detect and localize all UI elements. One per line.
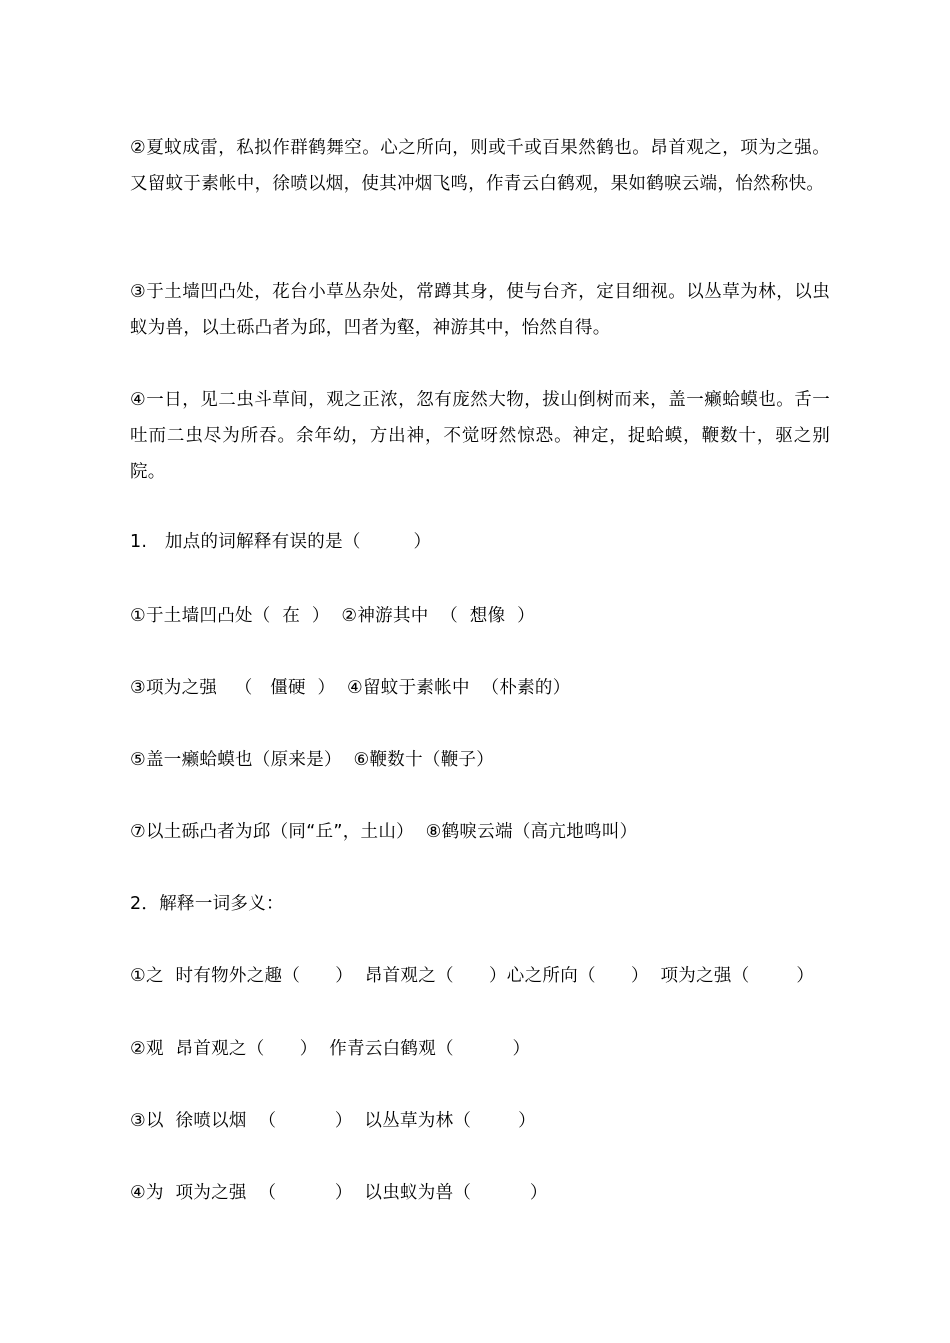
question-2-item: ④为 项为之强 （ ） 以虫蚁为兽（ ） xyxy=(130,1183,548,1203)
question-1-option: ③项为之强 （ 僵硬 ） ④留蚊于素帐中 （朴素的） xyxy=(130,678,571,698)
question-1-option: ⑦以土砾凸者为邱（同“丘”，土山） ⑧鹤唳云端（高亢地鸣叫） xyxy=(130,822,638,842)
question-1-option: ①于土墙凹凸处（ 在 ） ②神游其中 （ 想像 ） xyxy=(130,606,535,626)
question-2-item: ③以 徐喷以烟 （ ） 以丛草为林（ ） xyxy=(130,1111,536,1131)
question-2-item: ①之 时有物外之趣（ ） 昂首观之（ ）心之所向（ ） 项为之强（ ） xyxy=(130,966,815,986)
question-2-item: ②观 昂首观之（ ） 作青云白鹤观（ ） xyxy=(130,1039,531,1059)
question-1-title: 1. 加点的词解释有误的是（ ） xyxy=(130,532,432,552)
passage-paragraph-4: ④一日，见二虫斗草间，观之正浓，忽有庞然大物，拔山倒树而来，盖一癞蛤蟆也。舌一吐而二虫尽为所吞。余年幼，方出神，不觉呀然惊恐。神定，捉蛤蟆，鞭数十，驱之别院。 xyxy=(130,390,830,482)
question-2-title: 2．解释一词多义： xyxy=(130,894,284,914)
passage-paragraph-2: ②夏蚊成雷，私拟作群鹤舞空。心之所向，则或千或百果然鹤也。昂首观之，项为之强。又留蚊于素帐中，徐喷以烟，使其冲烟飞鸣，作青云白鹤观，果如鹤唳云端，怡然称快。 xyxy=(130,138,830,194)
passage-paragraph-3: ③于土墙凹凸处，花台小草丛杂处，常蹲其身，使与台齐，定目细视。以丛草为林，以虫蚁为兽，以土砾凸者为邱，凹者为壑，神游其中，怡然自得。 xyxy=(130,282,830,338)
question-1-option: ⑤盖一癞蛤蟆也（原来是） ⑥鞭数十（鞭子） xyxy=(130,750,495,770)
